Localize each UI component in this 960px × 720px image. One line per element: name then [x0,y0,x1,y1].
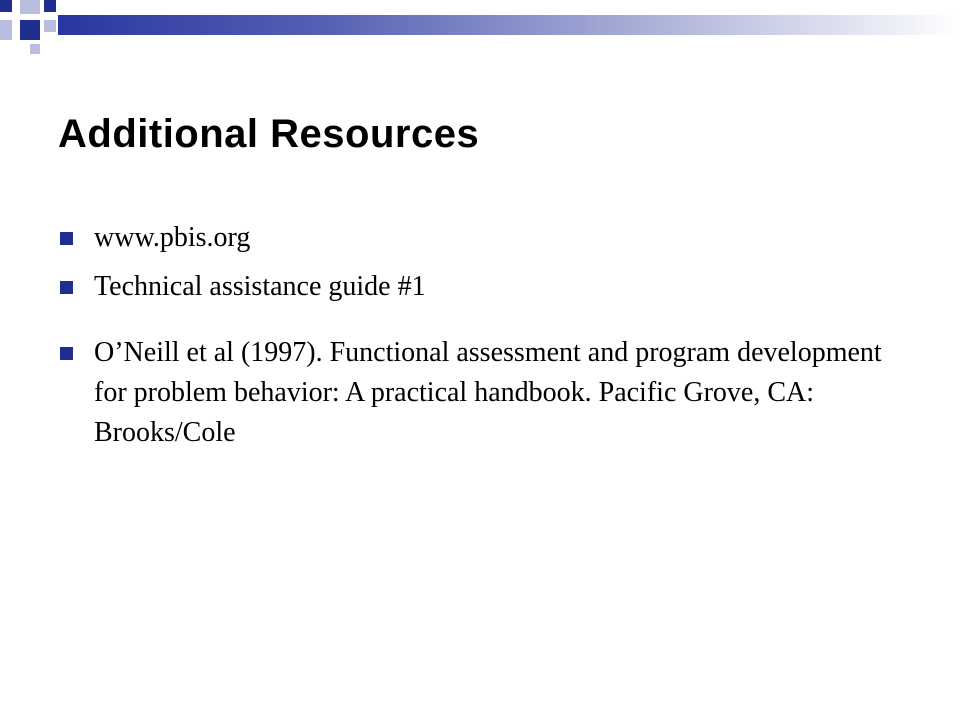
corner-square [0,20,12,40]
bullet-text: Technical assistance guide #1 [94,271,426,302]
square-bullet-icon [60,281,73,294]
list-item [60,218,920,258]
corner-square [0,0,12,12]
square-bullet-icon [60,232,73,245]
corner-square [30,44,40,54]
bullet-list [60,218,920,453]
bullet-text: O’Neill et al (1997). Functional assessment and program development for problem behavior: A practical handbook. Pacific Grove, CA: Brooks/Cole [94,337,882,448]
corner-square [20,0,40,14]
corner-square [20,20,40,40]
header-gradient-bar [58,15,960,35]
corner-square [44,0,56,12]
slide-title: Additional Resources [58,112,480,156]
list-item [60,333,920,453]
corner-square [44,20,56,32]
bullet-text: www.pbis.org [94,222,251,253]
list-item [60,267,920,307]
square-bullet-icon [60,347,73,360]
